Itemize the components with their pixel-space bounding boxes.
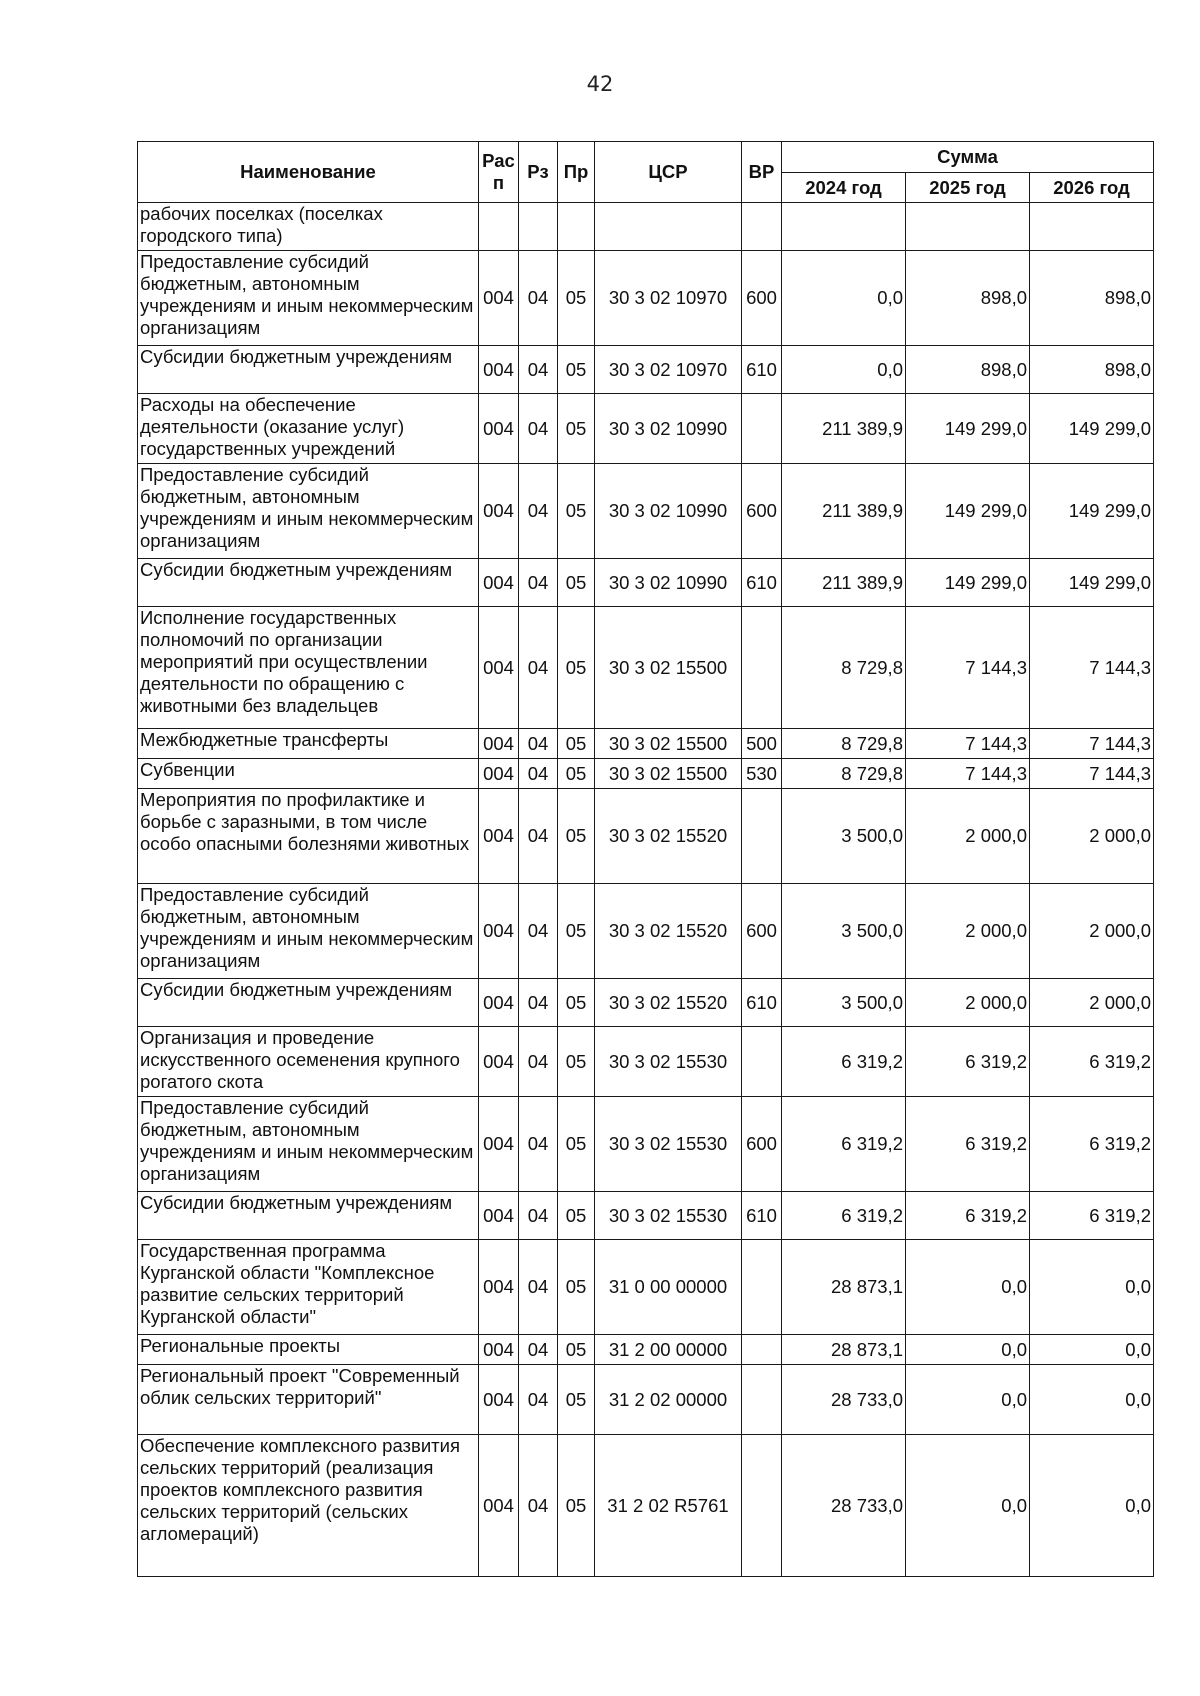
cell-y2026: 2 000,0 — [1030, 789, 1154, 884]
cell-rz: 04 — [519, 759, 558, 789]
cell-pr: 05 — [558, 559, 595, 607]
cell-y2024: 8 729,8 — [782, 607, 906, 729]
cell-y2025: 149 299,0 — [906, 559, 1030, 607]
cell-pr: 05 — [558, 346, 595, 394]
cell-y2024: 28 873,1 — [782, 1335, 906, 1365]
cell-name: Предоставление субсидий бюджетным, автономным учреждениям и иным некоммерческим организациям — [138, 884, 479, 979]
cell-name: Обеспечение комплексного развития сельских территорий (реализация проектов комплексного развития сельских территорий (сельских агломераций) — [138, 1435, 479, 1577]
cell-rz — [519, 203, 558, 251]
cell-name: рабочих поселках (поселках городского типа) — [138, 203, 479, 251]
table-row — [138, 759, 1154, 789]
cell-y2025: 7 144,3 — [906, 607, 1030, 729]
cell-y2026: 0,0 — [1030, 1335, 1154, 1365]
cell-rz: 04 — [519, 1365, 558, 1435]
cell-name: Расходы на обеспечение деятельности (оказание услуг) государственных учреждений — [138, 394, 479, 464]
cell-vr: 600 — [742, 884, 782, 979]
table-row — [138, 464, 1154, 559]
table-row — [138, 1097, 1154, 1192]
table-row — [138, 884, 1154, 979]
header-year-2026: 2026 год — [1030, 173, 1154, 203]
cell-rz: 04 — [519, 729, 558, 759]
cell-csr: 30 3 02 10970 — [595, 251, 742, 346]
cell-pr — [558, 203, 595, 251]
table-row — [138, 607, 1154, 729]
cell-vr: 600 — [742, 1097, 782, 1192]
cell-pr: 05 — [558, 729, 595, 759]
cell-y2026: 7 144,3 — [1030, 607, 1154, 729]
cell-rz: 04 — [519, 979, 558, 1027]
table-row — [138, 251, 1154, 346]
cell-y2025: 7 144,3 — [906, 759, 1030, 789]
header-pr: Пр — [558, 142, 595, 203]
cell-csr: 30 3 02 15520 — [595, 979, 742, 1027]
cell-y2024: 6 319,2 — [782, 1027, 906, 1097]
header-rasp: Рас п — [479, 142, 519, 203]
cell-y2026: 0,0 — [1030, 1240, 1154, 1335]
cell-rz: 04 — [519, 884, 558, 979]
cell-vr — [742, 1435, 782, 1577]
cell-name: Субсидии бюджетным учреждениям — [138, 979, 479, 1027]
table-body — [138, 203, 1154, 1577]
cell-vr: 610 — [742, 346, 782, 394]
cell-pr: 05 — [558, 1335, 595, 1365]
cell-csr: 31 0 00 00000 — [595, 1240, 742, 1335]
table-row — [138, 1335, 1154, 1365]
cell-vr: 610 — [742, 979, 782, 1027]
cell-y2026 — [1030, 203, 1154, 251]
table-row — [138, 203, 1154, 251]
cell-name: Мероприятия по профилактике и борьбе с заразными, в том числе особо опасными болезнями животных — [138, 789, 479, 884]
cell-pr: 05 — [558, 1240, 595, 1335]
table-row — [138, 979, 1154, 1027]
cell-y2024: 8 729,8 — [782, 759, 906, 789]
table-row — [138, 1240, 1154, 1335]
cell-y2025: 2 000,0 — [906, 789, 1030, 884]
cell-y2025: 6 319,2 — [906, 1192, 1030, 1240]
cell-csr: 30 3 02 10990 — [595, 559, 742, 607]
cell-rz: 04 — [519, 1027, 558, 1097]
cell-rasp: 004 — [479, 394, 519, 464]
cell-vr — [742, 1335, 782, 1365]
cell-y2024: 6 319,2 — [782, 1097, 906, 1192]
cell-pr: 05 — [558, 884, 595, 979]
cell-pr: 05 — [558, 979, 595, 1027]
cell-y2025: 0,0 — [906, 1335, 1030, 1365]
cell-vr: 600 — [742, 251, 782, 346]
cell-y2025: 0,0 — [906, 1240, 1030, 1335]
header-vr: ВР — [742, 142, 782, 203]
cell-y2025: 898,0 — [906, 251, 1030, 346]
cell-csr: 30 3 02 15520 — [595, 789, 742, 884]
cell-y2024 — [782, 203, 906, 251]
cell-pr: 05 — [558, 1097, 595, 1192]
cell-y2026: 6 319,2 — [1030, 1097, 1154, 1192]
cell-pr: 05 — [558, 1435, 595, 1577]
cell-rasp: 004 — [479, 1335, 519, 1365]
cell-y2025: 2 000,0 — [906, 979, 1030, 1027]
cell-csr: 30 3 02 15500 — [595, 729, 742, 759]
cell-vr: 610 — [742, 559, 782, 607]
cell-y2026: 2 000,0 — [1030, 979, 1154, 1027]
cell-y2025: 898,0 — [906, 346, 1030, 394]
cell-pr: 05 — [558, 464, 595, 559]
cell-pr: 05 — [558, 251, 595, 346]
cell-vr — [742, 1365, 782, 1435]
cell-rz: 04 — [519, 346, 558, 394]
cell-vr — [742, 1240, 782, 1335]
cell-rasp: 004 — [479, 1027, 519, 1097]
cell-y2024: 6 319,2 — [782, 1192, 906, 1240]
cell-name: Предоставление субсидий бюджетным, автономным учреждениям и иным некоммерческим организациям — [138, 1097, 479, 1192]
cell-y2024: 3 500,0 — [782, 979, 906, 1027]
cell-csr: 30 3 02 15500 — [595, 607, 742, 729]
cell-rasp: 004 — [479, 1365, 519, 1435]
cell-vr: 530 — [742, 759, 782, 789]
cell-y2026: 0,0 — [1030, 1435, 1154, 1577]
cell-csr: 30 3 02 10970 — [595, 346, 742, 394]
cell-csr: 30 3 02 10990 — [595, 394, 742, 464]
cell-y2024: 211 389,9 — [782, 559, 906, 607]
table-row — [138, 346, 1154, 394]
cell-rasp: 004 — [479, 729, 519, 759]
cell-rz: 04 — [519, 1435, 558, 1577]
cell-rz: 04 — [519, 559, 558, 607]
cell-name: Организация и проведение искусственного осеменения крупного рогатого скота — [138, 1027, 479, 1097]
cell-y2026: 6 319,2 — [1030, 1192, 1154, 1240]
cell-rasp: 004 — [479, 789, 519, 884]
cell-y2025: 6 319,2 — [906, 1097, 1030, 1192]
cell-rz: 04 — [519, 1097, 558, 1192]
cell-rz: 04 — [519, 1335, 558, 1365]
cell-y2025: 2 000,0 — [906, 884, 1030, 979]
cell-pr: 05 — [558, 607, 595, 729]
cell-y2024: 211 389,9 — [782, 394, 906, 464]
cell-rasp: 004 — [479, 1097, 519, 1192]
cell-y2025: 6 319,2 — [906, 1027, 1030, 1097]
header-rz: Рз — [519, 142, 558, 203]
cell-vr — [742, 607, 782, 729]
cell-rasp: 004 — [479, 759, 519, 789]
cell-y2024: 0,0 — [782, 251, 906, 346]
cell-y2026: 7 144,3 — [1030, 759, 1154, 789]
cell-csr: 30 3 02 15500 — [595, 759, 742, 789]
cell-rasp: 004 — [479, 1240, 519, 1335]
cell-y2025: 0,0 — [906, 1365, 1030, 1435]
cell-y2024: 28 873,1 — [782, 1240, 906, 1335]
cell-pr: 05 — [558, 1027, 595, 1097]
cell-csr: 30 3 02 15520 — [595, 884, 742, 979]
cell-y2024: 28 733,0 — [782, 1365, 906, 1435]
cell-pr: 05 — [558, 1192, 595, 1240]
header-sum: Сумма — [782, 142, 1154, 173]
cell-rasp: 004 — [479, 1435, 519, 1577]
cell-y2024: 211 389,9 — [782, 464, 906, 559]
cell-y2026: 149 299,0 — [1030, 394, 1154, 464]
cell-vr — [742, 1027, 782, 1097]
cell-rz: 04 — [519, 607, 558, 729]
cell-rasp: 004 — [479, 464, 519, 559]
cell-vr: 600 — [742, 464, 782, 559]
cell-csr — [595, 203, 742, 251]
header-year-2025: 2025 год — [906, 173, 1030, 203]
cell-name: Региональный проект "Современный облик сельских территорий" — [138, 1365, 479, 1435]
cell-y2026: 2 000,0 — [1030, 884, 1154, 979]
cell-vr: 610 — [742, 1192, 782, 1240]
table-row — [138, 1027, 1154, 1097]
cell-y2026: 898,0 — [1030, 251, 1154, 346]
cell-rasp: 004 — [479, 251, 519, 346]
cell-rasp: 004 — [479, 884, 519, 979]
cell-name: Региональные проекты — [138, 1335, 479, 1365]
cell-rasp: 004 — [479, 1192, 519, 1240]
cell-rasp: 004 — [479, 607, 519, 729]
table-row — [138, 1365, 1154, 1435]
budget-table — [137, 141, 1154, 1577]
header-csr: ЦСР — [595, 142, 742, 203]
cell-rasp — [479, 203, 519, 251]
cell-name: Субсидии бюджетным учреждениям — [138, 346, 479, 394]
cell-csr: 30 3 02 10990 — [595, 464, 742, 559]
cell-rz: 04 — [519, 394, 558, 464]
cell-name: Предоставление субсидий бюджетным, автономным учреждениям и иным некоммерческим организациям — [138, 251, 479, 346]
cell-rz: 04 — [519, 789, 558, 884]
cell-vr — [742, 394, 782, 464]
cell-y2025: 149 299,0 — [906, 464, 1030, 559]
cell-csr: 30 3 02 15530 — [595, 1192, 742, 1240]
cell-rasp: 004 — [479, 979, 519, 1027]
table-row — [138, 729, 1154, 759]
cell-rz: 04 — [519, 1240, 558, 1335]
cell-csr: 30 3 02 15530 — [595, 1027, 742, 1097]
cell-y2025: 149 299,0 — [906, 394, 1030, 464]
cell-pr: 05 — [558, 394, 595, 464]
table-row — [138, 394, 1154, 464]
cell-csr: 30 3 02 15530 — [595, 1097, 742, 1192]
cell-y2025: 7 144,3 — [906, 729, 1030, 759]
cell-y2026: 7 144,3 — [1030, 729, 1154, 759]
table-row — [138, 789, 1154, 884]
cell-y2026: 0,0 — [1030, 1365, 1154, 1435]
table-row — [138, 1192, 1154, 1240]
cell-y2024: 28 733,0 — [782, 1435, 906, 1577]
cell-pr: 05 — [558, 789, 595, 884]
cell-rasp: 004 — [479, 559, 519, 607]
cell-name: Исполнение государственных полномочий по организации мероприятий при осуществлении деятельности по обращению с животными без владельцев — [138, 607, 479, 729]
cell-y2024: 3 500,0 — [782, 789, 906, 884]
cell-name: Межбюджетные трансферты — [138, 729, 479, 759]
cell-rz: 04 — [519, 1192, 558, 1240]
cell-rasp: 004 — [479, 346, 519, 394]
cell-csr: 31 2 00 00000 — [595, 1335, 742, 1365]
cell-y2024: 0,0 — [782, 346, 906, 394]
cell-csr: 31 2 02 00000 — [595, 1365, 742, 1435]
cell-y2024: 3 500,0 — [782, 884, 906, 979]
cell-name: Субсидии бюджетным учреждениям — [138, 559, 479, 607]
cell-name: Государственная программа Курганской области "Комплексное развитие сельских территорий Курганской области" — [138, 1240, 479, 1335]
cell-y2026: 898,0 — [1030, 346, 1154, 394]
cell-name: Субвенции — [138, 759, 479, 789]
cell-name: Субсидии бюджетным учреждениям — [138, 1192, 479, 1240]
cell-y2024: 8 729,8 — [782, 729, 906, 759]
cell-vr: 500 — [742, 729, 782, 759]
cell-vr — [742, 203, 782, 251]
cell-rz: 04 — [519, 251, 558, 346]
page-number: 42 — [586, 72, 614, 96]
header-year-2024: 2024 год — [782, 173, 906, 203]
cell-csr: 31 2 02 R5761 — [595, 1435, 742, 1577]
cell-y2026: 6 319,2 — [1030, 1027, 1154, 1097]
header-name: Наименование — [138, 142, 479, 203]
cell-y2026: 149 299,0 — [1030, 464, 1154, 559]
cell-pr: 05 — [558, 1365, 595, 1435]
cell-y2025 — [906, 203, 1030, 251]
cell-name: Предоставление субсидий бюджетным, автономным учреждениям и иным некоммерческим организациям — [138, 464, 479, 559]
table-row — [138, 1435, 1154, 1577]
cell-rz: 04 — [519, 464, 558, 559]
table-row — [138, 559, 1154, 607]
cell-y2025: 0,0 — [906, 1435, 1030, 1577]
cell-y2026: 149 299,0 — [1030, 559, 1154, 607]
cell-vr — [742, 789, 782, 884]
cell-pr: 05 — [558, 759, 595, 789]
